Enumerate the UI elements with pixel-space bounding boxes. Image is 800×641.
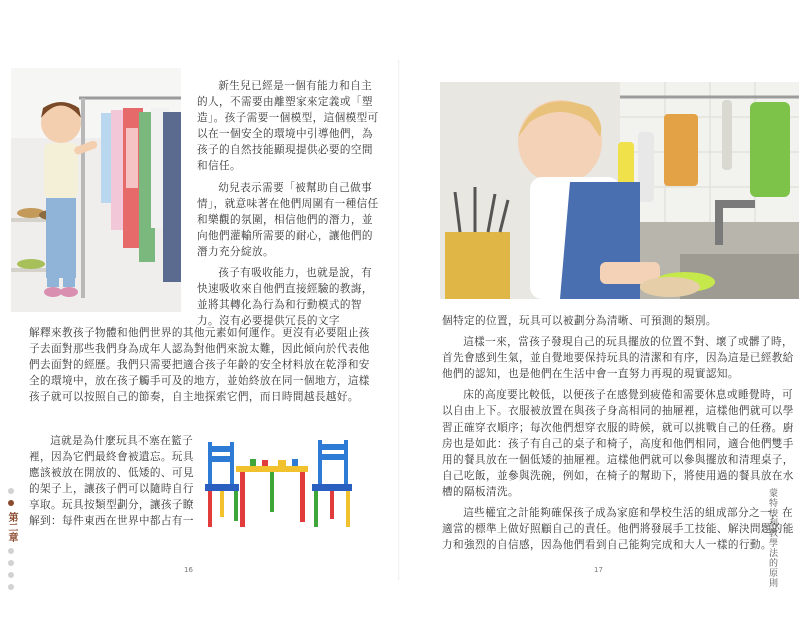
text-column-bottom (29, 433, 195, 535)
text-column-top (197, 78, 379, 329)
chapter-dot (8, 548, 14, 554)
chapter-nav (5, 488, 17, 596)
paragraph: 幼兒表示需要「被幫助自己做事情」，就意味著在他們周圍有一種信任和樂觀的氛圍，相信他們的潛力，並向他們灌輸所需要的耐心，讓他們的潛力充分綻放。 (197, 181, 379, 258)
paragraph: 這些權宜之計能夠確保孩子成為家庭和學校生活的組成部分之一，在適當的標準上做好照顧自己的責任。他們將發展手工技能、解決問題的能力和強烈的自信感，因為他們看到自己能夠完成和大人一樣的行動。 (442, 507, 794, 552)
page-number: 17 (594, 566, 603, 574)
chapter-dot-active (8, 500, 14, 506)
chapter-dot (8, 560, 14, 566)
text-full-width (29, 325, 379, 410)
text-body (442, 313, 794, 558)
illustration-table-chairs (200, 432, 360, 532)
photo-child-clothes-rack (11, 68, 181, 312)
paragraph: 孩子有吸收能力，也就是說，有快速吸收來自他們直接經驗的教誨，並將其轉化為行為和行動模式的智力。沒有必要提供冗長的文字 (197, 267, 373, 328)
running-title: 蒙特梭利教學法的原則 (767, 488, 777, 588)
page-number: 16 (184, 566, 193, 574)
paragraph: 個特定的位置，玩具可以被劃分為清晰、可預測的類別。 (442, 315, 717, 327)
chapter-dot (8, 572, 14, 578)
photo-child-washing-dishes (440, 82, 799, 299)
paragraph: 新生兒已經是一個有能力和自主的人，不需要由離塑家來定義或「塑造」。孩子需要一個模型，這個模型可以在一個安全的環境中引導他們，為孩子的自然技能顯現提供必要的空間和信任。 (197, 80, 379, 173)
chapter-label: 第二章 (6, 512, 17, 542)
right-page (400, 0, 800, 641)
paragraph: 解釋來教孩子物體和他們世界的其他元素如何運作。更沒有必要阻止孩子去面對那些我們身為成年人認為對他們來說太難，因此傾向於代表他們去面對的經歷。我們只需要把適合孩子年齡的安全材料放在乾淨和安全的環境中，放在孩子觸手可及的地方，並始終放在同一個地方，這樣孩子就可以按照自己的節奏，自主地探索它們，而日時間越長越好。 (29, 327, 370, 404)
paragraph: 床的高度要比較低，以便孩子在感覺到疲倦和需要休息或睡覺時，可以自由上下。衣服被放置在與孩子身高相同的抽屜裡，這樣他們就可以學習正確穿衣順序；每次他們想穿衣服的時候，就可以挑戰自己的任務。廚房也是如此：孩子有自己的桌子和椅子，高度和他們相同，適合他們雙手用的餐具放在一個低矮的抽屜裡。這樣他們就可以參與擺放和清理桌子，自己吃飯，並參與洗碗，例如，在椅子的幫助下，將使用過的餐具放在水槽的隔板清洗。 (442, 389, 794, 498)
chapter-dot (8, 488, 14, 494)
paragraph: 這樣一來，當孩子發現自己的玩具擺放的位置不對、壞了或髒了時，首先會感到生氣，並自覺地要保持玩具的清潔和有序，因為這是已經教給他們的認知，也是他們在生活中會一直努力再現的現實認知。 (442, 336, 794, 381)
paragraph: 這就是為什麼玩具不塞在籃子裡，因為它們最終會被遺忘。玩具應該被放在開放的、低矮的、可見的架子上，讓孩子們可以隨時自行享取。玩具按類型劃分，讓孩子瞭解到：每件東西在世界中都占有一 (29, 435, 194, 528)
chapter-dot (8, 584, 14, 590)
